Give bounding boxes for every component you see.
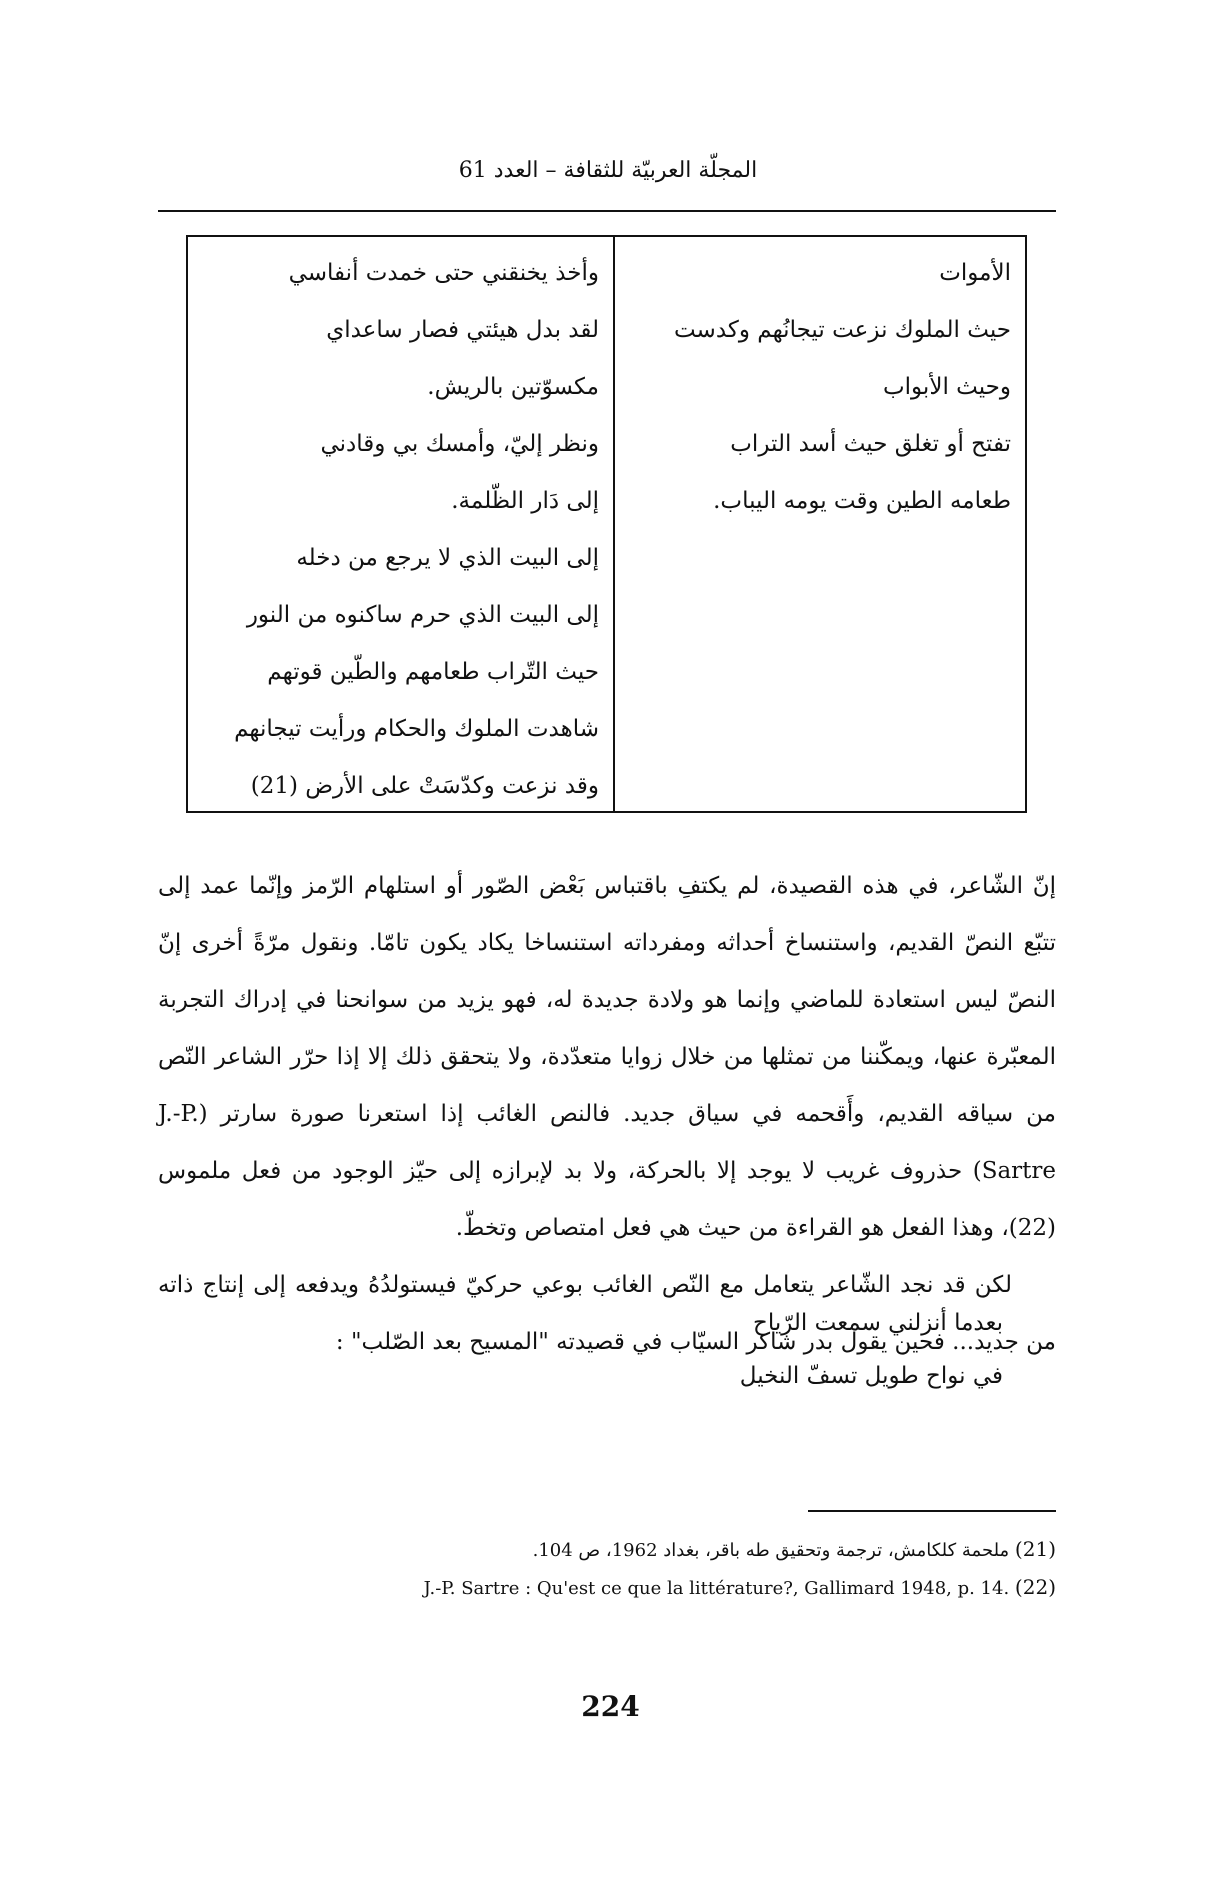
poem-line: تفتح أو تغلق حيث أسد التراب — [730, 431, 1011, 457]
paragraph-1: إنّ الشّاعر، في هذه القصيدة، لم يكتفِ باقتباس بَعْض الصّور أو استلهام الرّمز وإنّما عمد إلى تتبّع النصّ القديم، واستنساخ أحداثه ومفرداته استنساخا يكاد يكون تامّا. ونقول مرّةً أخرى إنّ النصّ ليس استعادة للماضي وإنما هو ولادة جديدة له، فهو يزيد من سوانحنا في إدراك التجربة المعبّرة عنها، ويمكّننا من تمثلها من خلال زوايا متعدّدة، ولا يتحقق ذلك إلا إذا حرّر الشاعر النّص من سياقه القديم، وأَقحمه في سياق جديد. فالنص الغائب إذا استعرنا صورة سارتر (J.-P. Sartre) حذروف غريب لا يوجد إلا بالحركة، ولا بد لإبرازه إلى حيّز الوجود من فعل ملموس (22)، وهذا الفعل هو القراءة من حيث هي فعل امتصاص وتخطّ. — [158, 873, 1056, 1241]
poem-comparison-table — [186, 235, 1027, 813]
poem-line: ونظر إليّ، وأمسك بي وقادني — [320, 431, 599, 457]
poem-line: إلى دَار الظّلمة. — [451, 488, 599, 514]
poem-line: لقد بدل هيئتي فصار ساعداي — [326, 317, 599, 343]
verse-line-1: بعدما أنزلني سمعت الرّياح — [752, 1310, 1003, 1336]
footnote-22-number: (22) — [1014, 1575, 1056, 1599]
footnote-21-number: (21) — [1014, 1537, 1056, 1561]
footnote-rule — [808, 1510, 1056, 1512]
footnote-21 — [160, 1537, 1056, 1561]
poem-line: وحيث الأبواب — [883, 374, 1011, 400]
footnote-21-text: ملحمة كلكامش، ترجمة وتحقيق طه باقر، بغداد 1962، ص 104. — [532, 1540, 1010, 1561]
table-left-column — [188, 237, 613, 811]
verse-line-2: في نواح طويل تسفّ النخيل — [739, 1363, 1003, 1389]
body-text — [158, 858, 1056, 1371]
footnote-22-text: J.-P. Sartre : Qu'est ce que la littérature?, Gallimard 1948, p. 14. — [423, 1578, 1010, 1599]
page-number: 224 — [581, 1690, 640, 1723]
poem-line: وقد نزعت وكدّسَتْ على الأرض (21) — [250, 773, 599, 799]
poem-line: حيث الملوك نزعت تيجانُهم وكدست — [673, 317, 1011, 343]
poem-line: إلى البيت الذي لا يرجع من دخله — [296, 545, 599, 571]
poem-line: وأخذ يخنقني حتى خمدت أنفاسي — [288, 260, 599, 286]
poem-line: مكسوّتين بالريش. — [427, 374, 599, 400]
poem-line: شاهدت الملوك والحكام ورأيت تيجانهم — [234, 716, 599, 742]
running-header: المجلّة العربيّة للثقافة – العدد 61 — [458, 158, 758, 183]
footnote-22 — [160, 1575, 1056, 1599]
header-rule — [158, 210, 1056, 212]
poem-line: حيث التّراب طعامهم والطّين قوتهم — [267, 659, 599, 685]
poem-line: الأموات — [939, 260, 1011, 286]
paragraph-2: لكن قد نجد الشّاعر يتعامل مع النّص الغائب بوعي حركيّ فيستولدُهُ ويدفعه إلى إنتاج ذاته من جديد... فحين يقول بدر شاكر السيّاب في قصيدته "المسيح بعد الصّلب" : — [158, 1272, 1056, 1355]
poem-line: إلى البيت الذي حرم ساكنوه من النور — [246, 602, 599, 628]
table-right-column — [613, 237, 1025, 811]
poem-line: طعامه الطين وقت يومه اليباب. — [713, 488, 1011, 514]
